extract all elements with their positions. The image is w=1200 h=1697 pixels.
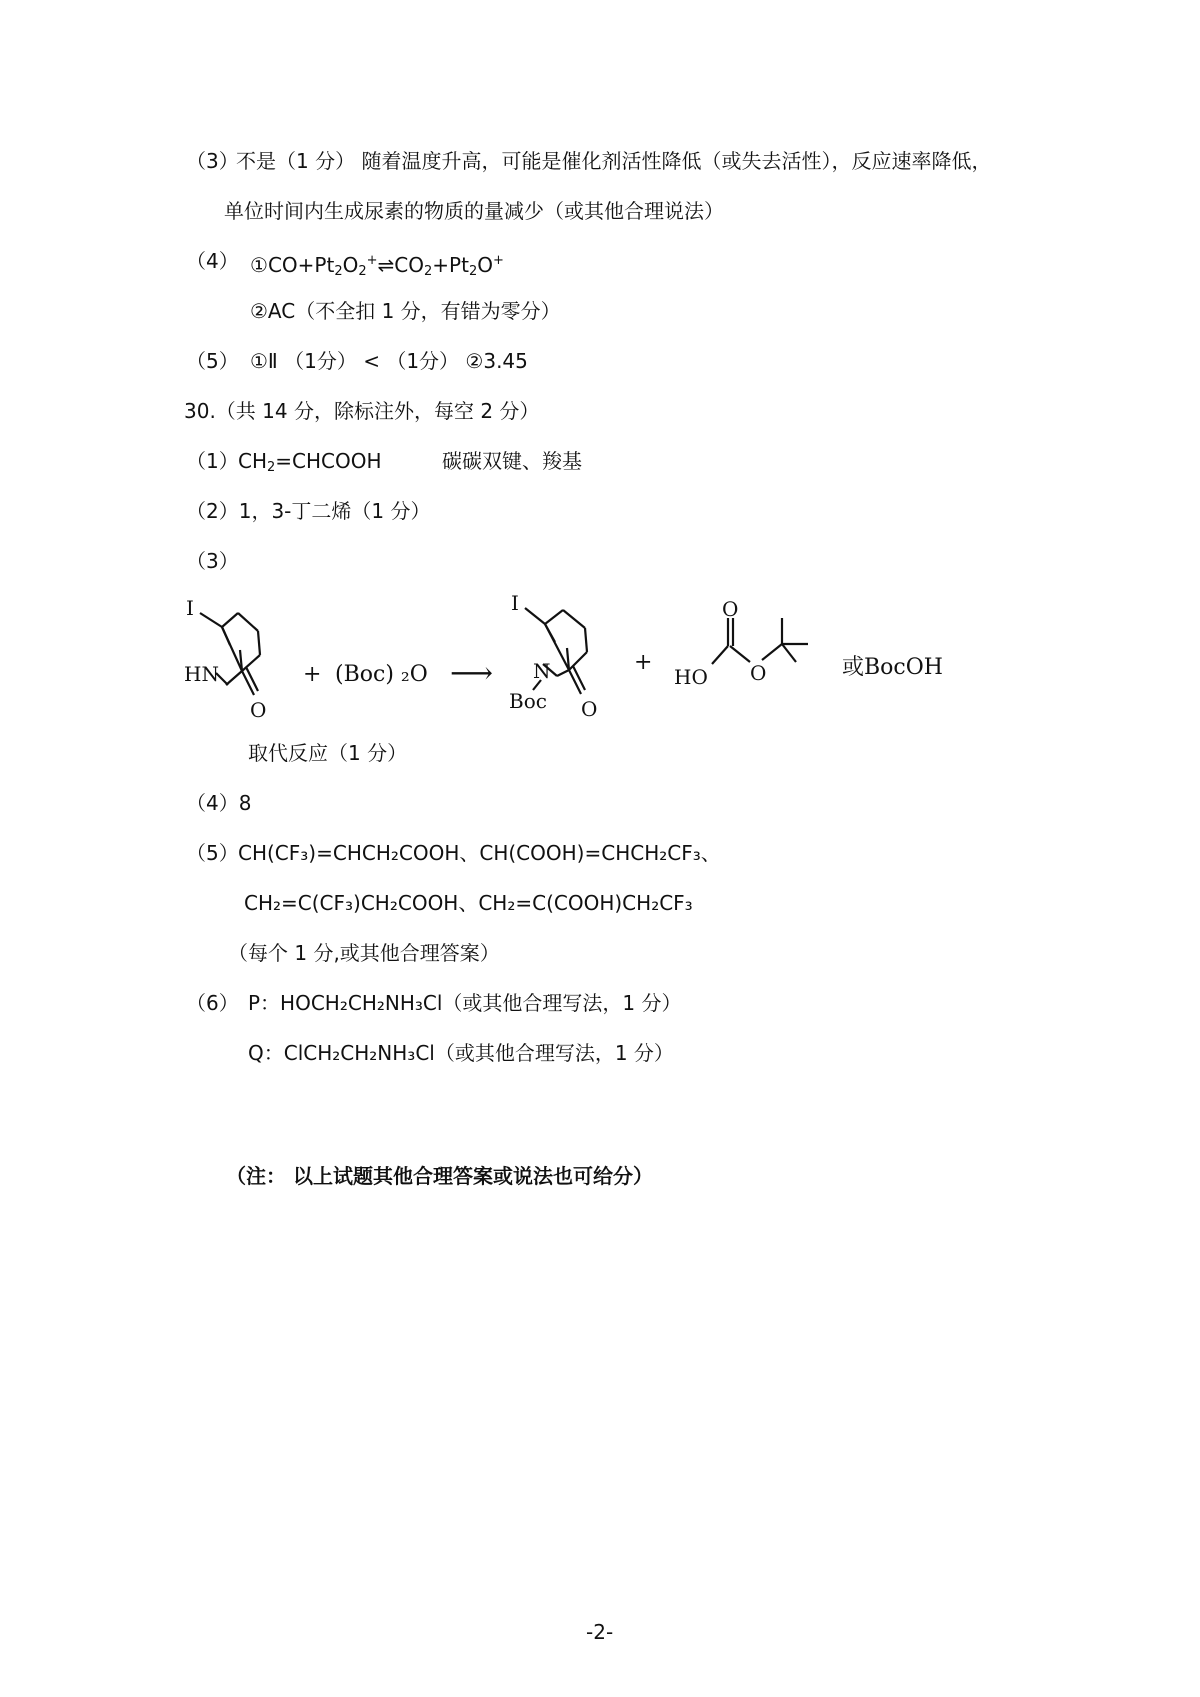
- boc-protected-structure: [505, 590, 635, 725]
- q30-p2: （2）1，3-丁二烯（1 分）: [186, 499, 431, 523]
- q30-p5-line1: CH(CF₃)=CHCH₂COOH、CH(COOH)=CHCH₂CF₃、: [238, 841, 721, 865]
- q30-title: 30.（共 14 分，除标注外，每空 2 分）: [184, 399, 540, 423]
- q5-number: （5）: [186, 349, 239, 373]
- q4-part2: ②AC（不全扣 1 分，有错为零分）: [250, 299, 561, 323]
- carbonyl-oxygen-label: O: [722, 600, 739, 621]
- oxygen-label: O: [250, 698, 267, 722]
- eq-sub: 2: [358, 264, 367, 279]
- eq-text: CO: [394, 253, 425, 277]
- eq-charge: +: [366, 253, 378, 268]
- q30-p1-formula: [238, 448, 382, 481]
- q4-equation: [250, 248, 504, 285]
- q30-p6-number: （6）: [186, 991, 239, 1015]
- q4-number: （4）: [186, 249, 239, 273]
- eq-charge: +: [493, 253, 504, 268]
- q30-p1-text: 碳碳双键、羧基: [442, 449, 582, 473]
- q30-p4: （4）8: [186, 791, 252, 815]
- eq-sub: 2: [424, 264, 433, 279]
- q30-p1-number: （1）: [186, 449, 239, 473]
- iodine-label: I: [511, 591, 519, 615]
- reaction-arrow: ⟶: [450, 656, 494, 691]
- q30-p6-p: P：HOCH₂CH₂NH₃Cl（或其他合理写法，1 分）: [248, 991, 682, 1015]
- q30-p3-note: 取代反应（1 分）: [248, 741, 408, 765]
- oxygen-label: O: [581, 697, 598, 721]
- plus-sign: +: [634, 650, 653, 675]
- equilibrium-arrow: ⇌: [377, 253, 395, 277]
- boc-oh-alternative: 或BocOH: [842, 655, 943, 680]
- boc-label: Boc: [509, 689, 547, 713]
- q3-line2: 单位时间内生成尿素的物质的量减少（或其他合理说法）: [224, 199, 724, 223]
- q3-line1: 不是（1 分） 随着温度升高，可能是催化剂活性降低（或失去活性），反应速率降低，: [236, 149, 992, 173]
- n-label: N: [533, 659, 551, 683]
- iodine-label: I: [186, 596, 194, 620]
- eq-sub: 2: [468, 264, 478, 279]
- boc-anhydride: (Boc) ₂O: [335, 662, 428, 687]
- q30-p5-line3: （每个 1 分,或其他合理答案）: [228, 941, 500, 965]
- formula-text: =CHCOOH: [275, 449, 382, 473]
- iodolactam-structure: [180, 595, 310, 725]
- hn-label: HN: [184, 662, 219, 686]
- eq-sub: 2: [334, 264, 343, 279]
- eq-text: O: [342, 253, 359, 277]
- boc-acid-structure: [672, 600, 832, 700]
- q30-p5-line2: CH₂=C(CF₃)CH₂COOH、CH₂=C(COOH)CH₂CF₃: [244, 891, 693, 915]
- q30-p6-q: Q：ClCH₂CH₂NH₃Cl（或其他合理写法，1 分）: [248, 1041, 674, 1065]
- ho-label: HO: [674, 665, 708, 689]
- formula-sub: 2: [267, 460, 276, 475]
- formula-text: CH: [238, 449, 268, 473]
- plus-sign: +: [303, 662, 322, 687]
- eq-text: CO+Pt: [267, 253, 335, 277]
- eq-text: O: [477, 253, 493, 277]
- q5-text: ①Ⅱ （1分） < （1分） ②3.45: [250, 349, 528, 373]
- page-number: -2-: [586, 1620, 614, 1644]
- circle-1: ①: [250, 253, 268, 277]
- ester-oxygen-label: O: [750, 661, 767, 685]
- eq-text: +Pt: [432, 253, 469, 277]
- q3-number: （3）: [186, 149, 239, 173]
- grading-note: （注： 以上试题其他合理答案或说法也可给分）: [226, 1164, 653, 1188]
- q30-p3-number: （3）: [186, 549, 239, 573]
- q30-p5-number: （5）: [186, 841, 239, 865]
